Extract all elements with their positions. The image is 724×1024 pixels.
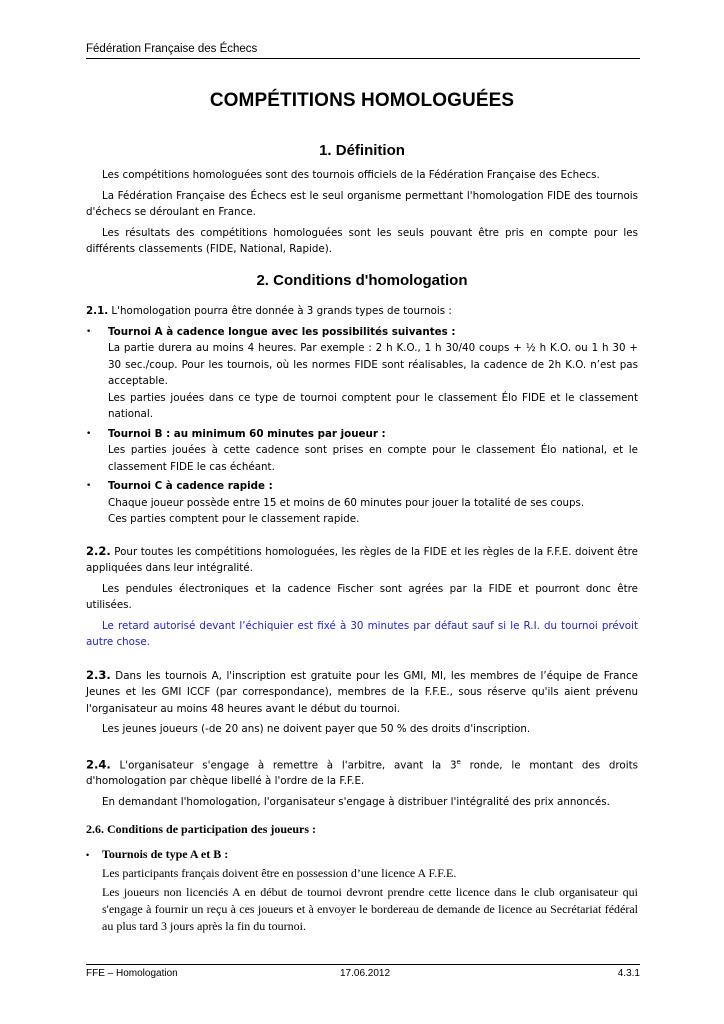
s26-item-title: • Tournois de type A et B : [86,847,229,861]
footer-page-ref: 4.3.1 [617,968,640,979]
s24-number: 2.4. [86,756,111,771]
s23-paragraph-2: Les jeunes joueurs (-de 20 ans) ne doivent payer que 50 % des droits d'inscription. [102,723,531,735]
s24-text-b: ronde, le montant des droits d'homologation par chèque libellé à l'ordre de la F.F.E. [86,758,638,788]
s26-paragraph: Les joueurs non licenciés A en début de tournoi devront prendre cette licence dans le club organisateur qui s'engage à fournir un reçu à ces joueurs et à envoyer le bordereau de demande de licence au Secrétariat fédéral au plus tard 3 jours après la fin du tournoi. [102,885,638,933]
tournament-a-title: Tournoi A à cadence longue avec les possibilités suivantes : [108,325,456,338]
s23-paragraph [86,667,638,718]
section1-heading: 1. Définition [319,142,405,159]
page-title: COMPÉTITIONS HOMOLOGUÉES [209,90,515,111]
list-item: • Tournoi B : au minimum 60 minutes par joueur : Les parties jouées à cette cadence sont prises en compte pour le classement Élo national, et le classement FIDE le cas échéant. [86,426,638,476]
tournament-b-title: Tournoi B : au minimum 60 minutes par joueur : [108,427,386,440]
s22-paragraph-2: Les pendules électroniques et la cadence Fischer sont agrées par la FIDE et pourront donc être utilisées. [86,582,638,611]
section1-paragraph: Les résultats des compétitions homologuées sont les seuls pouvant être pris en compte pour les différents classements (FIDE, National, Rapide). [86,226,638,255]
section2-body [86,303,638,814]
section1-paragraph: Les compétitions homologuées sont des tournois officiels de la Fédération Française des Echecs. [102,169,600,181]
s22-paragraph [86,543,638,577]
section1-body [86,167,638,262]
tournament-a-line: La partie durera au moins 4 heures. Par exemple : 2 h K.O., 1 h 30/40 coups + ½ h K.O. ou 1 h 30 + 30 sec./coup. Pour les tournois, où les normes FIDE sont réalisables, la cadence de 2h K.O. n’est pas acceptable. [108,342,638,387]
running-header [86,43,640,59]
s26-heading: 2.6. Conditions de participation des joueurs : [86,822,317,836]
s21-paragraph [86,303,638,320]
section2-heading: 2. Conditions d'homologation [256,272,468,289]
s26-paragraph: Les participants français doivent être en possession d’une licence A F.F.E. [102,866,457,880]
s23-number: 2.3. [86,667,111,682]
s22-number: 2.2. [86,543,111,558]
tournament-c-title: Tournoi C à cadence rapide : [108,480,273,492]
s26-item-title-text: Tournois de type A et B : [102,847,229,861]
s21-number: 2.1. [86,305,109,317]
tournament-c-line: Ces parties comptent pour le classement rapide. [108,513,360,525]
s24-paragraph-2: En demandant l'homologation, l'organisateur s'engage à distribuer l'intégralité des prix annoncés. [102,795,610,808]
s22-paragraph-3: Le retard autorisé devant l’échiquier est fixé à 30 minutes par défaut sauf si le R.I. du tournoi prévoit autre chose. [86,619,638,648]
s24-superscript: e [456,757,461,766]
page-footer [86,964,640,979]
list-item: • Tournoi A à cadence longue avec les possibilités suivantes : La partie durera au moins 4 heures. Par exemple : 2 h K.O., 1 h 30/40 coups + ½ h K.O. ou 1 h 30 + 30 sec./coup. Pour les tournois, où les normes FIDE sont réalisables, la cadence de 2h K.O. n’est pas acceptable. Les parties jouées dans ce type de tournoi comptent pour le classement Élo FIDE et le classement national. [86,324,638,423]
tournament-a-line: Les parties jouées dans ce type de tournoi comptent pour le classement Élo FIDE et le classement national. [108,391,638,420]
footer-left: FFE – Homologation [86,968,178,979]
s23-text: Dans les tournois A, l'inscription est gratuite pour les GMI, MI, les membres de l’équipe de France Jeunes et les GMI ICCF (par correspondance), membres de la F.F.E., sous réserve qu'ils aient prévenu l'organisateur au moins 48 heures avant le début du tournoi. [86,669,638,715]
tournament-type-list [86,324,638,528]
s21-text: L'homologation pourra être donnée à 3 grands types de tournois : [108,305,452,317]
section-2-6 [86,821,638,937]
header-org: Fédération Française des Échecs [86,43,258,55]
s22-text: Pour toutes les compétitions homologuées, les règles de la FIDE et les règles de la F.F.E. doivent être appliquées dans leur intégralité. [86,545,638,574]
list-item: • Tournoi C à cadence rapide : Chaque joueur possède entre 15 et moins de 60 minutes pour jouer la totalité de ses coups. Ces parties comptent pour le classement rapide. [86,478,638,528]
tournament-c-line: Chaque joueur possède entre 15 et moins de 60 minutes pour jouer la totalité de ses coups. [108,496,585,509]
s24-text-a: L'organisateur s'engage à remettre à l'arbitre, avant la 3 [110,758,457,771]
footer-date: 17.06.2012 [340,968,391,979]
section1-paragraph: La Fédération Française des Échecs est le seul organisme permettant l'homologation FIDE des tournois d'échecs se déroulant en France. [86,189,638,218]
s24-paragraph [86,754,638,790]
tournament-b-line: Les parties jouées à cette cadence sont prises en compte pour le classement Élo national, et le classement FIDE le cas échéant. [108,444,638,473]
